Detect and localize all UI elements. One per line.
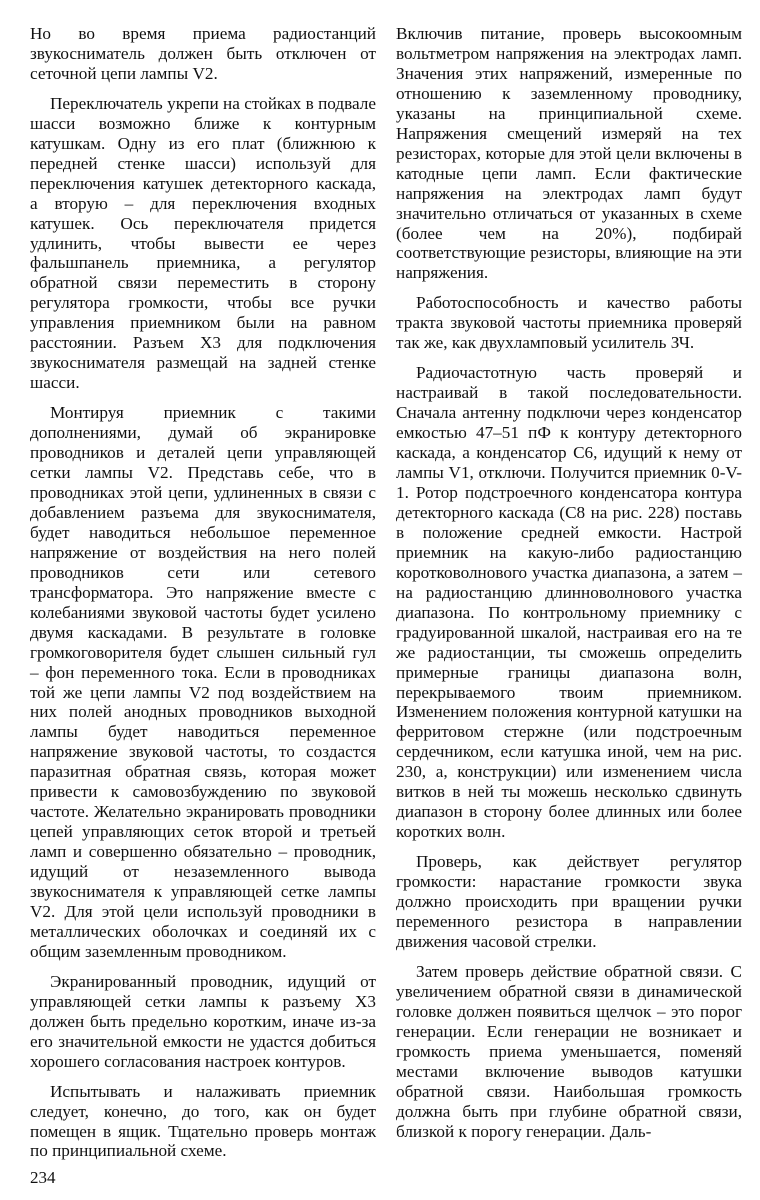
paragraph-feedback: Затем проверь действие обратной связи. С увеличением обратной связи в динамической головке должен появиться щелчок – это порог генерации. Если генерации не возникает и громкость приема уменьшается, поменяй местами включение выводов катушки обратной связи. Наибольшая громкость должна быть при глубине обратной связи, близкой к порогу генерации. Даль- (396, 961, 742, 1141)
paragraph-voltage-check: Включив питание, проверь высокоомным вольтметром напряжения на электродах ламп. Значения этих напряжений, измеренные по отношению к заземленному проводнику, указаны на принципиальной схеме. Напряжения смещений измеряй на тех резисторах, которые для этой цели включены в катодные цепи ламп. Если фактические напряжения на электродах ламп будут значительно отличаться от указанных в схеме (более чем на 20%), подбирай соответствующие резисторы, влияющие на эти напряжения. (396, 24, 742, 283)
paragraph-audio-path: Работоспособность и качество работы тракта звуковой частоты приемника проверяй так же, как двухламповый усилитель ЗЧ. (396, 293, 742, 353)
left-text-column (30, 24, 376, 1161)
paragraph-rf-tuning: Радиочастотную часть проверяй и настраивай в такой последовательности. Сначала антенну подключи через конденсатор емкостью 47–51 пФ к контуру детекторного каскада, а конденсатор С6, идущий к нему от лампы V1, отключи. Получится приемник 0-V-1. Ротор подстроечного конденсатора контура детекторного каскада (С8 на рис. 228) поставь в положение средней емкости. Настрой приемник на какую-либо радиостанцию коротковолнового участка диапазона, а затем – на радиостанцию длинноволнового участка диапазона. По контрольному приемнику с градуированной шкалой, настраивая его на те же радиостанции, ты сможешь определить примерные границы диапазона волн, перекрываемого твоим приемником. Изменением положения контурной катушки на ферритовом стержне (или подстроечным сердечником, если катушка иной, чем на рис. 230, а, конструкции) или изменением числа витков в ней ты можешь несколько сдвинуть диапазон в сторону более длинных или более коротких волн. (396, 363, 742, 842)
paragraph-volume-control: Проверь, как действует регулятор громкости: нарастание громкости звука должно происходить при вращении ручки переменного резистора в направлении движения часовой стрелки. (396, 852, 742, 951)
paragraph-shielding: Монтируя приемник с такими дополнениями, думай об экранировке проводников и деталей цепи управляющей сетки лампы V2. Представь себе, что в проводниках этой цепи, удлиненных в связи с добавлением разъема для звукоснимателя, будет наводиться небольшое переменное напряжение от воздействия на него полей проводников сети или сетевого трансформатора. Это напряжение вместе с колебаниями звуковой частоты будет усилено двумя каскадами. В результате в головке громкоговорителя будет слышен сильный гул – фон переменного тока. Если в проводниках той же цепи лампы V2 под воздействием на них полей анодных проводников выходной лампы будет наводиться переменное напряжение звуковой частоты, то создастся паразитная обратная связь, которая может привести к самовозбуждению по звуковой частоте. Желательно экранировать проводники цепей управляющих сеток второй и третьей ламп и совершенно обязательно – проводник, идущий от незаземленного вывода звукоснимателя к управляющей сетке лампы V2. Для этой цели используй проводники в металлических оболочках и соединяй их с общим заземленным проводником. (30, 403, 376, 961)
paragraph-switch-mounting: Переключатель укрепи на стойках в подвале шасси возможно ближе к контурным катушкам. Одну из его плат (ближнюю к передней стенке шасси) используй для переключения катушек детекторного каскада, а вторую – для переключения входных катушек. Ось переключателя придется удлинить, чтобы вывести ее через фальшпанель приемника, а регулятор обратной связи переместить в сторону регулятора громкости, чтобы все ручки управления приемником были на равном расстоянии. Разъем X3 для подключения звукоснимателя размещай на задней стенке шасси. (30, 93, 376, 393)
paragraph-shielded-conductor: Экранированный проводник, идущий от управляющей сетки лампы к разъему X3 должен быть предельно коротким, иначе из-за его значительной емкости не удастся добиться хорошего согласования настроек контуров. (30, 971, 376, 1071)
page-number: 234 (30, 1168, 56, 1187)
paragraph-continuation: Но во время приема радиостанций звукосниматель должен быть отключен от сеточной цепи лампы V2. (30, 24, 376, 83)
right-text-column (396, 24, 742, 1141)
paragraph-testing: Испытывать и налаживать приемник следует, конечно, до того, как он будет помещен в ящик. Тщательно проверь монтаж по принципиальной схеме. (30, 1081, 376, 1161)
